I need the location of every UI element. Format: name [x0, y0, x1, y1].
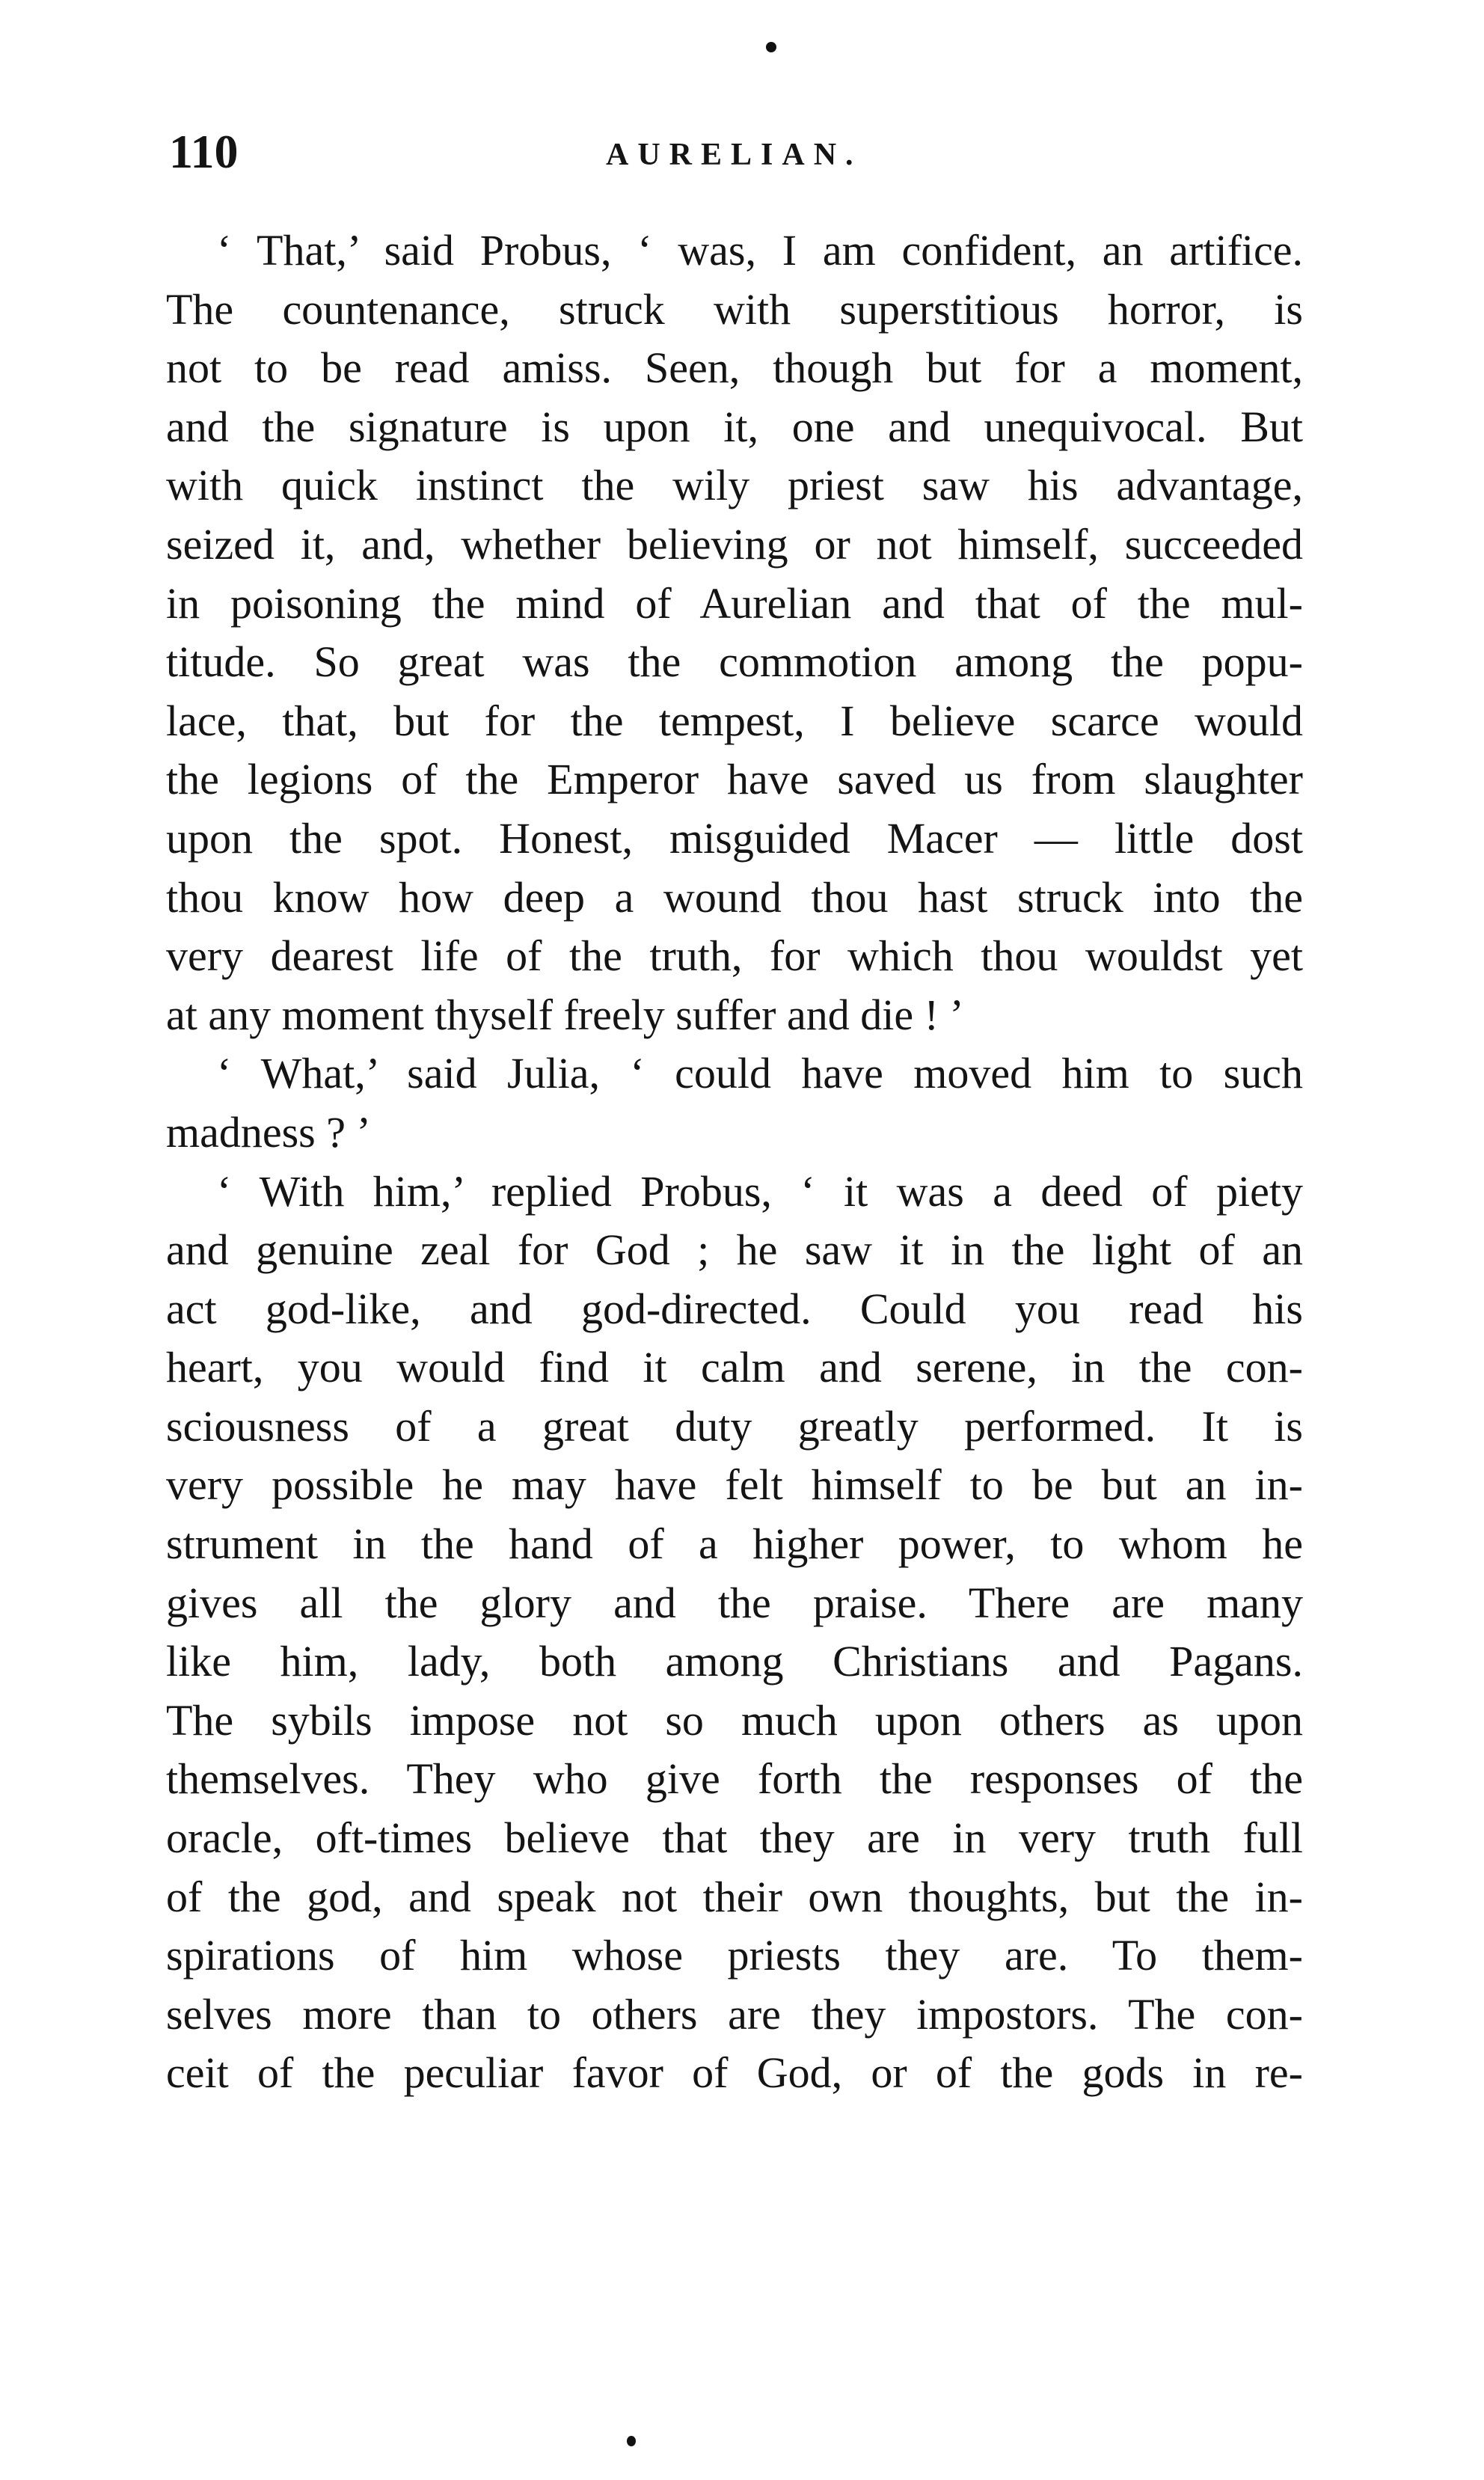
text-line: upon the spot. Honest, misguided Macer — little dost — [166, 813, 1303, 863]
text-line: ‘ That,’ said Probus, ‘ was, I am confident, an artifice. — [217, 226, 1303, 275]
text-line: ceit of the peculiar favor of God, or of the gods in re- — [166, 2048, 1303, 2098]
text-line: heart, you would find it calm and serene, in the con- — [166, 1343, 1303, 1392]
text-line: and the signature is upon it, one and unequivocal. But — [166, 402, 1303, 451]
text-line: act god-like, and god-directed. Could you read his — [166, 1284, 1303, 1333]
text-line: sciousness of a great duty greatly performed. It is — [166, 1401, 1303, 1451]
text-line: ‘ What,’ said Julia, ‘ could have moved him to such — [217, 1049, 1303, 1098]
text-line: of the god, and speak not their own thoughts, but the in- — [166, 1872, 1303, 1921]
text-line: lace, that, but for the tempest, I believe scarce would — [166, 696, 1303, 745]
text-line: seized it, and, whether believing or not himself, succeeded — [166, 519, 1303, 569]
text-line: gives all the glory and the praise. There are many — [166, 1578, 1303, 1627]
text-line: very dearest life of the truth, for which thou wouldst yet — [166, 931, 1303, 981]
text-line: titude. So great was the commotion among the popu- — [166, 637, 1303, 687]
ink-speck-bottom — [627, 2436, 636, 2446]
text-line: madness ? ’ — [166, 1107, 371, 1157]
page-header — [169, 118, 1291, 186]
running-head: AURELIAN. — [606, 138, 862, 172]
text-line: The countenance, struck with superstitious horror, is — [166, 284, 1303, 334]
text-line: strument in the hand of a higher power, to whom he — [166, 1519, 1303, 1569]
text-line: like him, lady, both among Christians and Pagans. — [166, 1637, 1303, 1686]
text-line: not to be read amiss. Seen, though but for a moment, — [166, 343, 1303, 393]
text-line: The sybils impose not so much upon others as upon — [166, 1695, 1303, 1745]
text-line: in poisoning the mind of Aurelian and that of the mul- — [166, 578, 1303, 628]
text-line: selves more than to others are they impostors. The con- — [166, 1989, 1303, 2039]
text-line: spirations of him whose priests they are. To them- — [166, 1931, 1303, 1980]
text-line: oracle, oft-times believe that they are in very truth full — [166, 1813, 1303, 1863]
text-line: at any moment thyself freely suffer and die ! ’ — [166, 990, 964, 1039]
ink-speck-top — [766, 42, 776, 52]
text-line: ‘ With him,’ replied Probus, ‘ it was a deed of piety — [217, 1166, 1303, 1216]
body-text — [166, 221, 1303, 2103]
page-number: 110 — [169, 125, 239, 178]
text-line: thou know how deep a wound thou hast struck into the — [166, 872, 1303, 922]
text-line: with quick instinct the wily priest saw his advantage, — [166, 461, 1303, 510]
text-line: themselves. They who give forth the responses of the — [166, 1754, 1303, 1804]
text-line: the legions of the Emperor have saved us from slaughter — [166, 755, 1303, 804]
text-line: and genuine zeal for God ; he saw it in the light of an — [166, 1225, 1303, 1275]
text-line: very possible he may have felt himself to be but an in- — [166, 1460, 1303, 1510]
